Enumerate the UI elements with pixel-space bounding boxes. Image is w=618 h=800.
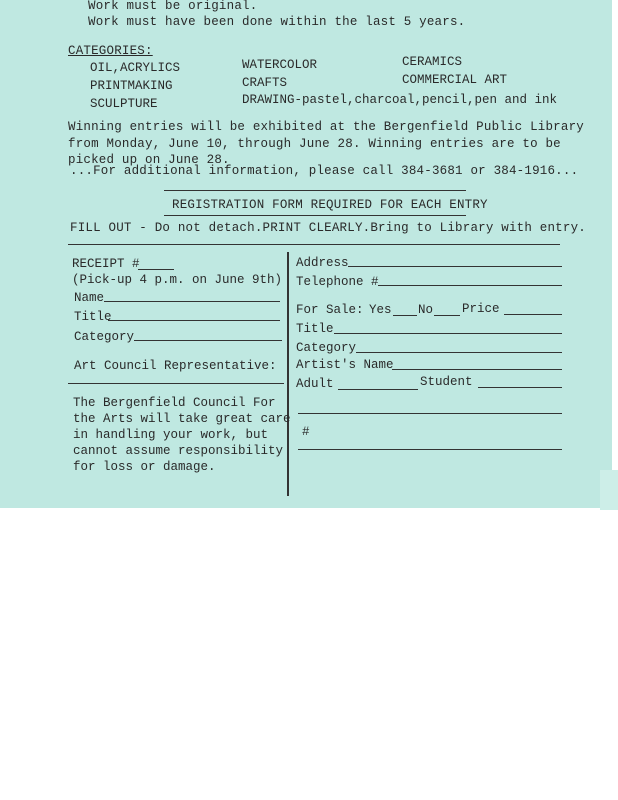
disclaimer <box>73 395 291 475</box>
title-field-right[interactable] <box>334 333 562 334</box>
category-field-right[interactable] <box>356 352 562 353</box>
category-ceramics: CERAMICS <box>402 55 463 69</box>
form-title: REGISTRATION FORM REQUIRED FOR EACH ENTRY <box>172 198 488 212</box>
category-watercolor: WATERCOLOR <box>242 58 318 72</box>
rep-field[interactable] <box>68 383 284 384</box>
adult-label: Adult <box>296 377 334 391</box>
title-label-left: Title <box>74 310 112 324</box>
address-field[interactable] <box>348 266 562 267</box>
for-sale-no-field[interactable] <box>434 315 460 316</box>
adult-field[interactable] <box>338 389 418 390</box>
category-commercial-art: COMMERCIAL ART <box>402 73 508 87</box>
exhibit-line-3: picked up on June 28. <box>68 153 230 167</box>
address-label: Address <box>296 256 349 270</box>
student-label: Student <box>420 375 473 389</box>
artist-name-field[interactable] <box>392 369 562 370</box>
for-sale-no-label: No <box>418 303 434 317</box>
category-crafts: CRAFTS <box>242 76 288 90</box>
title-field-left[interactable] <box>108 320 280 321</box>
category-drawing: DRAWING-pastel,charcoal,pencil,pen and ink <box>242 93 558 107</box>
categories-heading: CATEGORIES: <box>68 44 153 58</box>
disclaimer-line-1: The Bergenfield Council For <box>73 396 276 410</box>
disclaimer-line-2: the Arts will take great care <box>73 412 291 426</box>
for-sale-yes-field[interactable] <box>393 315 417 316</box>
title-label-right: Title <box>296 322 334 336</box>
disclaimer-line-4: cannot assume responsibility <box>73 444 284 458</box>
disclaimer-line-3: in handling your work, but <box>73 428 269 442</box>
name-field[interactable] <box>104 301 280 302</box>
category-field-left[interactable] <box>134 340 282 341</box>
for-sale-yes-label: Yes <box>369 303 392 317</box>
price-label: Price <box>462 302 500 316</box>
rule-recent: Work must have been done within the last 5 years. <box>88 15 466 29</box>
category-label-right: Category <box>296 341 357 355</box>
price-field[interactable] <box>504 314 562 315</box>
form-instructions: FILL OUT - Do not detach.PRINT CLEARLY.Bring to Library with entry. <box>70 221 586 235</box>
student-field[interactable] <box>478 387 562 388</box>
form-top-rule <box>68 244 560 245</box>
entry-number-field[interactable] <box>298 449 562 450</box>
extra-field[interactable] <box>298 413 562 414</box>
name-label: Name <box>74 291 105 305</box>
category-oil: OIL,ACRYLICS <box>90 61 181 75</box>
entry-number-label: # <box>302 425 310 439</box>
disclaimer-line-5: for loss or damage. <box>73 460 216 474</box>
rule-original: Work must be original. <box>88 0 258 13</box>
sheet-edge <box>600 470 618 510</box>
telephone-field[interactable] <box>378 285 562 286</box>
category-printmaking: PRINTMAKING <box>90 79 173 93</box>
exhibit-line-1: Winning entries will be exhibited at the Bergenfield Public Library <box>68 120 584 134</box>
artist-name-label: Artist's Name <box>296 358 394 372</box>
for-sale-label: For Sale: <box>296 303 364 317</box>
title-rule-top <box>164 190 466 191</box>
info-line: ...For additional information, please call 384-3681 or 384-1916... <box>70 164 579 178</box>
category-label-left: Category <box>74 330 135 344</box>
telephone-label: Telephone # <box>296 275 379 289</box>
title-rule-bottom <box>164 215 466 216</box>
receipt-field[interactable] <box>138 269 174 270</box>
rep-label: Art Council Representative: <box>74 359 277 373</box>
pickup-note: (Pick-up 4 p.m. on June 9th) <box>72 273 283 287</box>
exhibit-line-2: from Monday, June 10, through June 28. Winning entries are to be <box>68 137 561 151</box>
receipt-label: RECEIPT # <box>72 257 140 271</box>
category-sculpture: SCULPTURE <box>90 97 158 111</box>
